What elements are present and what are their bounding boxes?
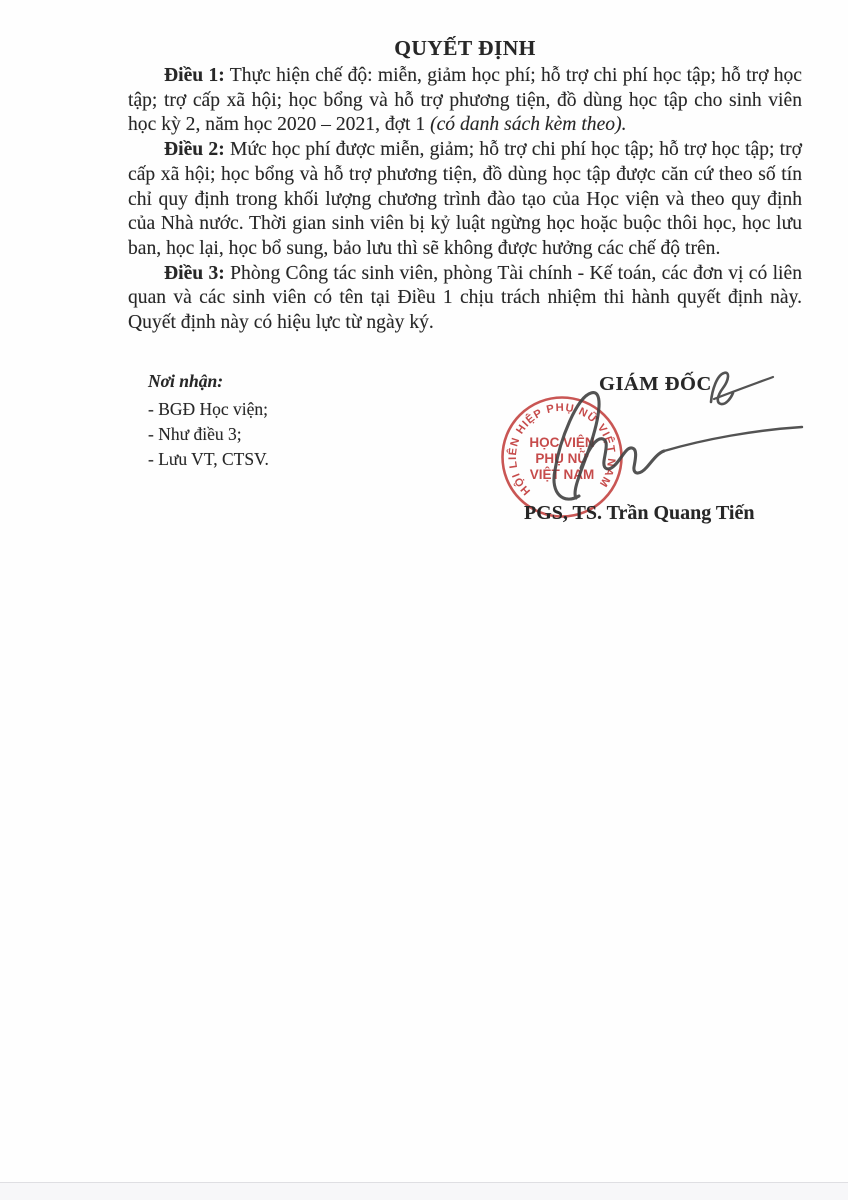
recipients-block: [148, 369, 269, 472]
article-1: [128, 64, 802, 138]
signer-name: PGS, TS. Trần Quang Tiến: [524, 502, 755, 524]
stamp-center-line-3: VIỆT NAM: [529, 467, 595, 482]
article-1-label: Điều 1:: [164, 65, 225, 86]
article-3-label: Điều 3:: [164, 262, 225, 284]
stamp-rim-text: HỘI LIÊN HIỆP PHỤ NỮ VIỆT NAM: [506, 401, 618, 498]
document-title: QUYẾT ĐỊNH: [394, 36, 536, 60]
recipient-item: - BGĐ Học viện;: [148, 399, 269, 419]
signature-tail-stroke: [664, 427, 802, 451]
scan-page-edge-shadow: [0, 1183, 848, 1200]
article-3: [128, 262, 802, 336]
recipients-heading: Nơi nhận:: [148, 371, 224, 391]
article-1-note: (có danh sách kèm theo).: [430, 114, 627, 136]
stamp-center-line-1: HỌC VIỆN: [529, 435, 595, 450]
article-2-text: Mức học phí được miễn, giảm; hỗ trợ chi phí học tập; hỗ trợ học tập; trợ cấp xã hội; học bổng và hỗ trợ phương tiện, đồ dùng học tập được căn cứ theo số tín chỉ quy định trong khối lượng chương trình đào tạo của Học viện và theo quy định của Nhà nước. Thời gian sinh viên bị kỷ luật ngừng học hoặc buộc thôi học, học lưu ban, học lại, học bổ sung, bảo lưu thì sẽ không được hưởng các chế độ trên.: [128, 139, 802, 259]
recipient-item: - Như điều 3;: [148, 424, 242, 444]
article-3-text: Phòng Công tác sinh viên, phòng Tài chính - Kế toán, các đơn vị có liên quan và các sinh viên có tên tại Điều 1 chịu trách nhiệm thi hành quyết định này. Quyết định này có hiệu lực từ ngày ký.: [128, 262, 802, 334]
stamp-center-line-2: PHỤ NỮ: [535, 451, 589, 466]
article-2: [128, 138, 802, 262]
signature-humps: [581, 439, 664, 473]
article-2-label: Điều 2:: [164, 139, 225, 161]
signer-role-title: GIÁM ĐỐC: [599, 373, 712, 395]
document-body: [128, 64, 802, 336]
article-1-text: Thực hiện chế độ: miễn, giảm học phí; hỗ trợ chi phí học tập; hỗ trợ học tập; trợ cấp xã hội; học bổng và hỗ trợ phương tiện, đồ dùng học tập cho sinh viên học kỳ 2, năm học 2020 – 2021, đợt 1: [128, 65, 803, 136]
recipient-item: - Lưu VT, CTSV.: [148, 449, 269, 469]
